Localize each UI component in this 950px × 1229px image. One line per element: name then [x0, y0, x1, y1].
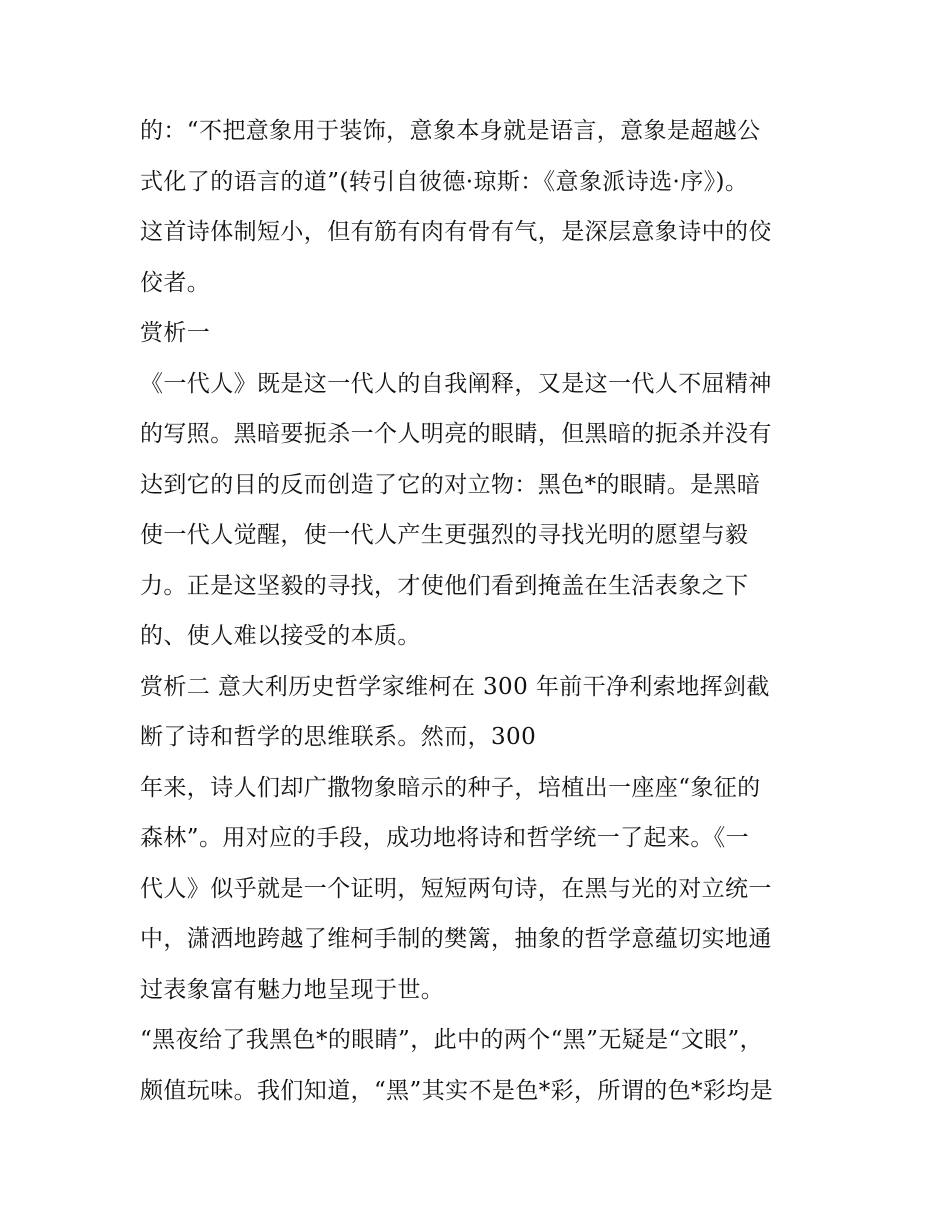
text-line: 佼者。: [140, 269, 211, 296]
text-line: 中，潇洒地跨越了维柯手制的樊篱，抽象的哲学意蕴切实地通: [140, 926, 772, 952]
text-line: 达到它的目的反而创造了它的对立物：黑色*的眼睛。是黑暗: [140, 471, 761, 498]
section-heading: 赏析一: [140, 320, 211, 346]
text-line: “黑夜给了我黑色*的眼睛”，此中的两个“黑”无疑是“文眼”，: [140, 1027, 764, 1053]
text-line: 过表象富有魅力地呈现于世。: [140, 976, 445, 1003]
text-line: 《一代人》既是这一代人的自我阐释，又是这一代人不屈精神: [140, 370, 772, 397]
text-line: 代人》似乎就是一个证明，短短两句诗，在黑与光的对立统一: [140, 875, 772, 902]
text-line: 使一代人觉醒，使一代人产生更强烈的寻找光明的愿望与毅: [140, 522, 749, 548]
document-body: [140, 106, 820, 1116]
text-line: 年来，诗人们却广撒物象暗示的种子，培植出一座座“象征的: [140, 774, 761, 801]
text-line: 断了诗和哲学的思维联系。然而，300: [140, 724, 537, 750]
text-line: 赏析二 意大利历史哲学家维柯在 300 年前干净利索地挥剑截: [140, 673, 770, 700]
text-line: 的、使人难以接受的本质。: [140, 623, 421, 649]
text-line: 森林”。用对应的手段，成功地将诗和哲学统一了起来。《一: [140, 825, 750, 851]
text-line: 式化了的语言的道”(转引自彼德·琼斯：《意象派诗选·序》)。: [140, 168, 749, 195]
text-line: 的：“不把意象用于装饰，意象本身就是语言，意象是超越公: [140, 118, 761, 144]
text-line: 力。正是这坚毅的寻找，才使他们看到掩盖在生活表象之下: [140, 572, 749, 599]
text-line: 的写照。黑暗要扼杀一个人明亮的眼睛，但黑暗的扼杀并没有: [140, 421, 772, 447]
text-line: 这首诗体制短小，但有筋有肉有骨有气，是深层意象诗中的佼: [140, 219, 772, 245]
text-line: 颇值玩味。我们知道，“黑”其实不是色*彩，所谓的色*彩均是: [140, 1077, 774, 1104]
